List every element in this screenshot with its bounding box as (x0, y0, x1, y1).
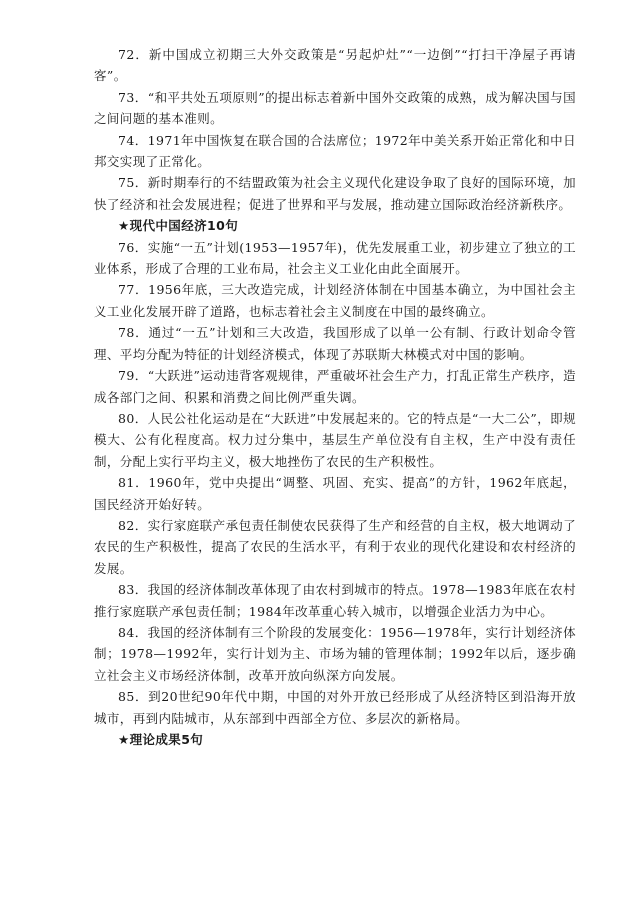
paragraph-77: 77．1956年底，三大改造完成，计划经济体制在中国基本确立，为中国社会主义工业化发展开辟了道路，也标志着社会主义制度在中国的最终确立。 (94, 282, 576, 319)
paragraph-73: 73．“和平共处五项原则”的提出标志着新中国外交政策的成熟，成为解决国与国之间问题的基本准则。 (94, 89, 576, 127)
paragraph-76: 76．实施“一五”计划(1953—1957年)，优先发展重工业，初步建立了独立的工业体系，形成了合理的工业布局，社会主义工业化由此全面展开。 (94, 239, 576, 277)
paragraph-83: 83．我国的经济体制改革体现了由农村到城市的特点。1978—1983年底在农村推行家庭联产承包责任制；1984年改革重心转入城市，以增强企业活力为中心。 (94, 582, 576, 619)
section-heading-economy: ★现代中国经济10句 (118, 218, 239, 234)
paragraph-79: 79．“大跃进”运动违背客观规律，严重破坏社会生产力，打乱正常生产秩序，造成各部门之间、积累和消费之间比例严重失调。 (94, 368, 576, 405)
paragraph-81: 81．1960年，党中央提出“调整、巩固、充实、提高”的方针，1962年底起，国民经济开始好转。 (94, 475, 576, 512)
paragraph-84: 84．我国的经济体制有三个阶段的发展变化：1956—1978年，实行计划经济体制；1978—1992年，实行计划为主、市场为辅的管理体制；1992年以后，逐步确立社会主义市场经济体制，改革开放向纵深方向发展。 (94, 624, 576, 683)
paragraph-74: 74．1971年中国恢复在联合国的合法席位；1972年中美关系开始正常化和中日邦交实现了正常化。 (94, 132, 576, 170)
paragraph-72: 72．新中国成立初期三大外交政策是“另起炉灶”“一边倒”“打扫干净屋子再请客”。 (94, 47, 576, 84)
paragraph-75: 75．新时期奉行的不结盟政策为社会主义现代化建设争取了良好的国际环境，加快了经济和社会发展进程；促进了世界和平与发展，推动建立国际政治经济新秩序。 (94, 175, 576, 212)
paragraph-78: 78．通过“一五”计划和三大改造，我国形成了以单一公有制、行政计划命令管理、平均分配为特征的计划经济模式，体现了苏联斯大林模式对中国的影响。 (94, 325, 576, 362)
paragraph-82: 82．实行家庭联产承包责任制使农民获得了生产和经营的自主权，极大地调动了农民的生产积极性，提高了农民的生活水平，有利于农业的现代化建设和农村经济的发展。 (94, 517, 576, 576)
section-heading-theory: ★理论成果5句 (118, 732, 204, 747)
paragraph-85: 85．到20世纪90年代中期，中国的对外开放已经形成了从经济特区到沿海开放城市，再到内陆城市，从东部到中西部全方位、多层次的新格局。 (94, 689, 576, 726)
paragraph-80: 80．人民公社化运动是在“大跃进”中发展起来的。它的特点是“一大二公”，即规模大、公有化程度高。权力过分集中，基层生产单位没有自主权，生产中没有责任制，分配上实行平均主义，极大地挫伤了农民的生产积极性。 (94, 410, 576, 469)
